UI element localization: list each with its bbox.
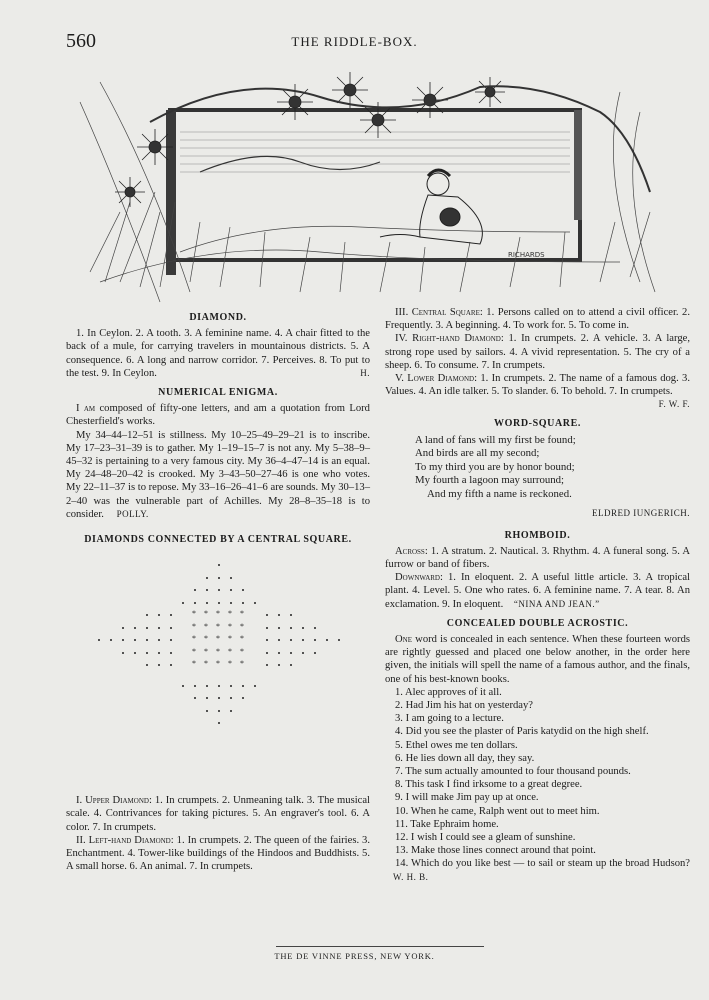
acrostic-item: 13. Make those lines connect around that point.: [395, 845, 596, 857]
diamond-dot: [302, 639, 304, 641]
diamond-dot: [242, 589, 244, 591]
rhomboid-signature: “NINA AND JEAN.”: [513, 598, 600, 609]
diamond-dot: [206, 685, 208, 687]
diamond-dot: [218, 577, 220, 579]
square-star: *: [204, 609, 208, 619]
acrostic-item: 6. He lies down all day, they say.: [395, 752, 535, 764]
square-star: *: [228, 621, 232, 631]
square-star: *: [240, 646, 244, 656]
diamond-dot: [290, 652, 292, 654]
diamond-dot: [158, 664, 160, 666]
acrostic-item: 14. Which do you like best — to sail or steam up the broad Hudson? W. H. B.: [385, 857, 690, 883]
square-star: *: [228, 646, 232, 656]
square-star: *: [192, 609, 196, 619]
square-star: *: [216, 609, 220, 619]
poem-line: A land of fans will my first be found;: [415, 433, 576, 446]
square-star: *: [240, 609, 244, 619]
diamond-dot: [302, 627, 304, 629]
diamond-dot: [230, 602, 232, 604]
square-star: *: [240, 659, 244, 669]
diamond-dot: [194, 685, 196, 687]
acrostic-intro: One word is concealed in each sentence. When these fourteen words are rightly guessed and placed one below another, in the order here given, the initials will spell the name of a famous author, and the finals, one of his best-known books.: [385, 633, 690, 685]
diamond-dot: [170, 627, 172, 629]
diamond-dot: [290, 614, 292, 616]
diamond-dot: [302, 652, 304, 654]
left-column: [66, 306, 370, 873]
diamond-text: 1. In Ceylon. 2. A tooth. 3. A feminine name. 4. A chair fitted to the back of a mule, for carrying travelers in mountainous districts. 5. A consequence. 6. A long and narrow corridor. 7. Perceives. 8. To put to the test. 9. In Ceylon. H.: [66, 328, 370, 379]
acrostic-item: 4. Did you see the plaster of Paris katydid on the high shelf.: [395, 726, 649, 738]
enigma-heading: NUMERICAL ENIGMA.: [158, 387, 278, 399]
square-star: *: [204, 659, 208, 669]
acrostic-item: 1. Alec approves of it all.: [395, 686, 502, 698]
diamond-dot: [218, 564, 220, 566]
acrostic-item: 12. I wish I could see a gleam of sunshine.: [395, 832, 576, 843]
diamond-signature: H.: [360, 367, 370, 378]
diamond-dot: [158, 639, 160, 641]
diamond-dot: [170, 614, 172, 616]
acrostic-signature: W. H. B.: [393, 871, 429, 882]
diamond-dot: [218, 722, 220, 724]
diamond-dot: [146, 639, 148, 641]
word-square-signature: ELDRED IUNGERICH.: [592, 508, 690, 519]
diamond-dot: [134, 627, 136, 629]
diamond-dot: [218, 710, 220, 712]
diamond-dot: [182, 685, 184, 687]
diamond-dot: [266, 652, 268, 654]
diamond-dot: [146, 627, 148, 629]
diamond-dot: [146, 614, 148, 616]
diamond-dot: [218, 602, 220, 604]
diamond-dot: [290, 627, 292, 629]
left-diamond-clue: II. Left-hand Diamond: 1. In crumpets. 2. The queen of the fairies. 3. Enchantment. 4. Tower-like buildings of the Hindoos and Buddhists. 5. A small horse. 6. An animal. 7. In crumpets.: [66, 834, 371, 873]
acrostic-list: [385, 686, 690, 884]
square-star: *: [192, 659, 196, 669]
diamond-dot: [134, 639, 136, 641]
square-star: *: [216, 646, 220, 656]
diamond-dot: [338, 639, 340, 641]
right-column: [385, 306, 690, 884]
diamond-heading: DIAMOND.: [189, 312, 247, 323]
diamond-dot: [158, 652, 160, 654]
diamond-dot: [242, 697, 244, 699]
acrostic-item: 7. The sum actually amounted to four thousand pounds.: [395, 765, 631, 777]
diamond-dot: [230, 697, 232, 699]
header-illustration: [60, 52, 660, 307]
acrostic-item: 3. I am going to a lecture.: [395, 713, 504, 725]
diamond-dot: [230, 710, 232, 712]
running-head: THE RIDDLE-BOX.: [291, 34, 418, 49]
square-star: *: [228, 609, 232, 619]
acrostic-heading: CONCEALED DOUBLE ACROSTIC.: [446, 617, 629, 629]
diamond-dot: [134, 652, 136, 654]
word-square-poem: [415, 434, 690, 502]
diamond-dot: [206, 589, 208, 591]
diamond-dot: [122, 627, 124, 629]
diamond-dot: [254, 602, 256, 604]
diamond-dot: [278, 652, 280, 654]
rhomboid-downward: Downward: 1. In eloquent. 2. A useful little article. 3. A tropical plant. 4. Level. 5. One who rates. 6. A feminine name. 7. A tear. 8. An exclamation. 9. In eloquent. “NINA AND JEAN.”: [385, 572, 690, 610]
diamond-dot: [170, 652, 172, 654]
page-number: 560: [66, 30, 96, 52]
diamond-dot: [194, 697, 196, 699]
acrostic-item: 11. Take Ephraim home.: [395, 818, 499, 830]
diamond-dot: [290, 664, 292, 666]
lower-diamond-signature: F. W. F.: [658, 399, 690, 410]
diamond-dot: [314, 627, 316, 629]
poem-line: And my fifth a name is reckoned.: [427, 487, 572, 500]
diamond-dot: [170, 639, 172, 641]
diamond-dot: [230, 685, 232, 687]
diamond-dot: [110, 639, 112, 641]
square-star: *: [192, 646, 196, 656]
acrostic-item: 5. Ethel owes me ten dollars.: [395, 739, 518, 751]
footer-rule: [276, 946, 484, 947]
rhomboid-heading: RHOMBOID.: [504, 529, 571, 541]
diamond-dot: [290, 639, 292, 641]
word-square-heading: WORD-SQUARE.: [494, 417, 581, 429]
diamond-dot: [206, 710, 208, 712]
acrostic-item: 8. This task I find irksome to a great degree.: [395, 779, 583, 791]
central-square-clue: III. Central Square: 1. Persons called on to attend a civil officer. 2. Frequently. 3. A beginning. 4. To work for. 5. To come in.: [385, 307, 690, 332]
diamond-dot: [122, 652, 124, 654]
diamond-dot: [266, 664, 268, 666]
poem-line: My fourth a lagoon may surround;: [415, 474, 565, 487]
diamond-dot: [194, 589, 196, 591]
diamond-dot: [278, 614, 280, 616]
diamond-dot: [98, 639, 100, 641]
upper-diamond-clue: I. Upper Diamond: 1. In crumpets. 2. Unmeaning talk. 3. The musical scale. 4. Contrivances for taking pictures. 5. An engraver's tool. 6. A color. 7. In crumpets.: [66, 795, 370, 833]
square-star: *: [192, 621, 196, 631]
square-star: *: [228, 659, 232, 669]
diamonds-square-heading: DIAMONDS CONNECTED BY A CENTRAL SQUARE.: [84, 534, 352, 546]
acrostic-item: 9. I will make Jim pay up at once.: [395, 792, 539, 804]
diamond-dot: [158, 627, 160, 629]
square-star: *: [240, 621, 244, 631]
diamond-dot: [182, 602, 184, 604]
diamond-dot: [158, 614, 160, 616]
diamond-dot: [242, 685, 244, 687]
right-diamond-clue: IV. Right-hand Diamond: 1. In crumpets. 2. A vehicle. 3. A large, strong rope used by sailors. 4. A vivid representation. 5. The cry of a sheep. 6. To consume. 7. In crumpets.: [385, 333, 690, 371]
square-star: *: [204, 646, 208, 656]
diamond-dot: [242, 602, 244, 604]
diamond-dot: [314, 652, 316, 654]
square-star: *: [216, 621, 220, 631]
diamond-dot: [194, 602, 196, 604]
square-star: *: [216, 634, 220, 644]
diamond-dot: [254, 685, 256, 687]
square-star: *: [204, 621, 208, 631]
poem-line: To my third you are by honor bound;: [415, 460, 575, 473]
diamond-dot: [230, 577, 232, 579]
square-star: *: [204, 634, 208, 644]
square-star: *: [192, 634, 196, 644]
enigma-signature: POLLY.: [116, 508, 149, 519]
diamond-dot: [218, 589, 220, 591]
diamond-dot: [122, 639, 124, 641]
diamond-dot: [146, 652, 148, 654]
diamond-dot: [278, 639, 280, 641]
diamond-dot: [266, 639, 268, 641]
enigma-intro: I am composed of fifty-one letters, and am a quotation from Lord Chesterfield's works.: [66, 403, 370, 428]
enigma-body: My 34–44–12–51 is stillness. My 10–25–49–29–21 is to inscribe. My 17–23–31–39 is to gather. My 1–19–15–7 is not any. My 5–38–9–45–32 is pertaining to a very famous city. My 36–4–47–14 is an equal. My 24–48–20–42 is crooked. My 3–43–50–27–46 is one who votes. My 22–11–37 is to repose. My 33–16–26–41–6 are sounds. My 30–13–2–40 was the vulnerable part of Achilles. My 28–8–35–18 is to consider. POLLY.: [66, 429, 370, 520]
diamond-dot: [146, 664, 148, 666]
square-star: *: [228, 634, 232, 644]
diamond-dot: [266, 627, 268, 629]
poem-line: And birds are all my second;: [415, 447, 540, 460]
diamond-dot: [326, 639, 328, 641]
diamond-dot-figure: [66, 564, 370, 782]
diamond-dot: [278, 664, 280, 666]
diamond-dot: [206, 577, 208, 579]
square-star: *: [216, 659, 220, 669]
diamond-dot: [278, 627, 280, 629]
diamond-dot: [266, 614, 268, 616]
rhomboid-across: Across: 1. A stratum. 2. Nautical. 3. Rhythm. 4. A funeral song. 5. A furrow or band of fibers.: [385, 545, 690, 570]
diamond-dot: [206, 697, 208, 699]
illustrator-signature: RICHARDS: [508, 251, 545, 259]
diamond-dot: [218, 685, 220, 687]
acrostic-item: 2. Had Jim his hat on yesterday?: [395, 699, 533, 711]
diamond-dot: [230, 589, 232, 591]
printer-imprint: THE DE VINNE PRESS, NEW YORK.: [274, 951, 435, 961]
lower-diamond-clue: V. Lower Diamond: 1. In crumpets. 2. The name of a famous dog. 3. Values. 4. An idle talker. 5. To slander. 6. To behold. 7. In crumpets.: [385, 373, 690, 398]
square-star: *: [240, 634, 244, 644]
diamond-dot: [170, 664, 172, 666]
diamond-dot: [314, 639, 316, 641]
acrostic-item: 10. When he came, Ralph went out to meet him.: [395, 805, 600, 817]
diamond-dot: [218, 697, 220, 699]
diamond-dot: [206, 602, 208, 604]
